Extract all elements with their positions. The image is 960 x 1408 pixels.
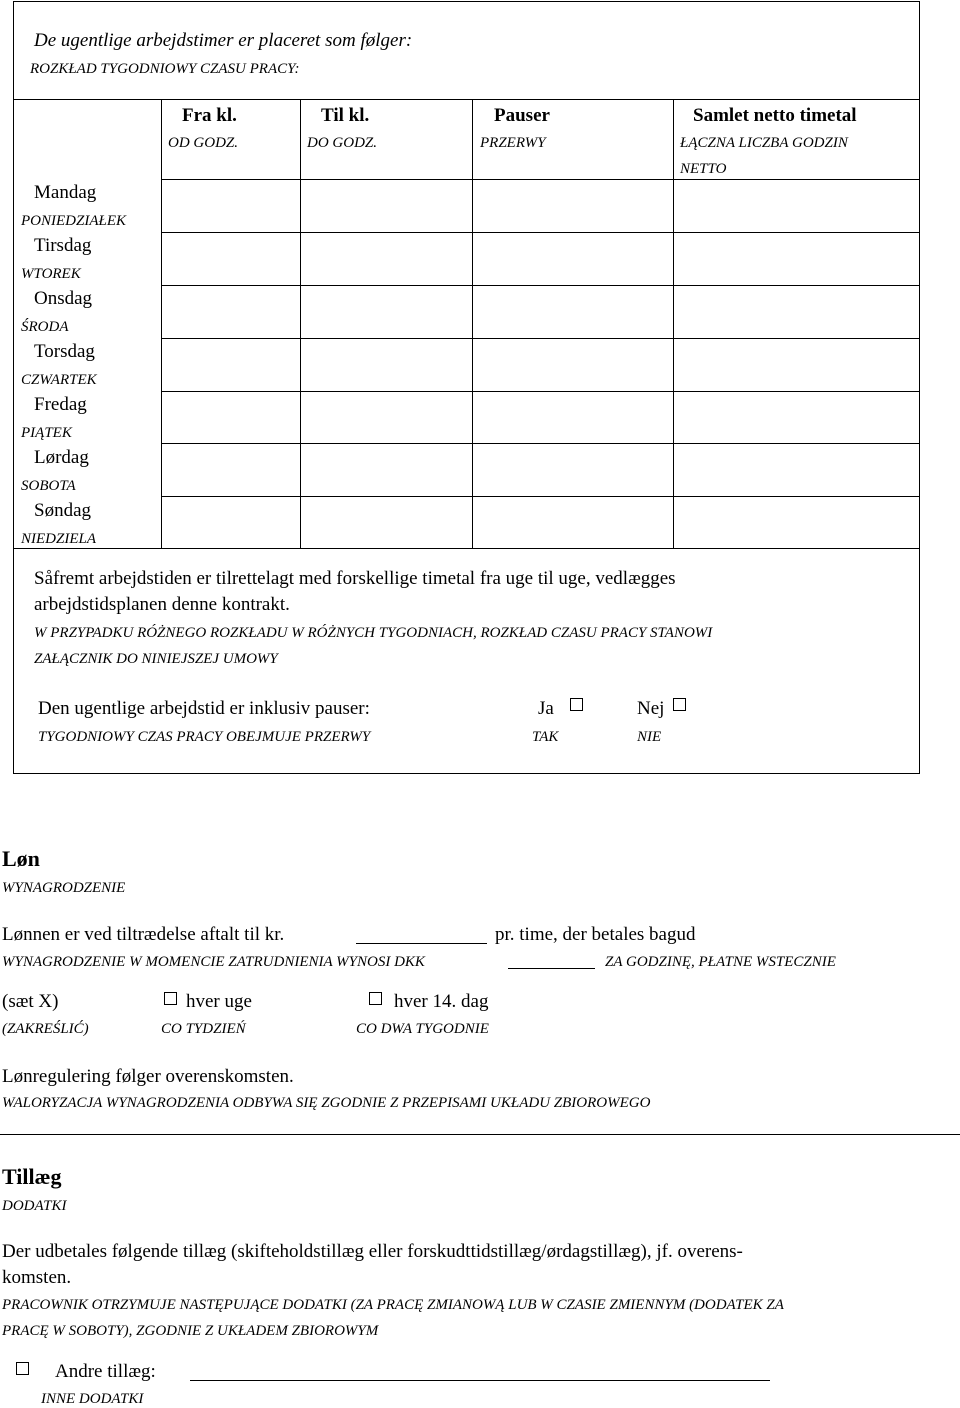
schedule-note-pl: ZAŁĄCZNIK DO NINIEJSZEJ UMOWY — [34, 651, 278, 667]
yes-label: Ja — [538, 698, 554, 719]
salary-rate-text-pl-2: ZA GODZINĘ, PŁATNE WSTECZNIE — [605, 954, 836, 970]
day-label: Onsdag — [34, 288, 93, 309]
other-supplements-label: Andre tillæg: — [55, 1361, 156, 1382]
column-header: Pauser — [494, 105, 550, 126]
weekly-label: hver uge — [186, 991, 252, 1012]
column-header-pl: ŁĄCZNA LICZBA GODZIN — [680, 135, 848, 151]
day-label: Torsdag — [34, 341, 95, 362]
schedule-title: De ugentlige arbejdstimer er placeret som følger: — [34, 30, 413, 51]
biweekly-checkbox[interactable] — [369, 992, 382, 1005]
yes-checkbox[interactable] — [570, 698, 583, 711]
table-row-divider — [161, 443, 920, 444]
day-label: Lørdag — [34, 447, 89, 468]
salary-regulation: Lønregulering følger overenskomsten. — [2, 1066, 294, 1087]
weekly-label-pl: CO TYDZIEŃ — [161, 1021, 246, 1037]
salary-heading: Løn — [2, 846, 40, 871]
table-bottom-border — [13, 548, 920, 549]
mark-instruction-pl: (ZAKREŚLIĆ) — [2, 1021, 89, 1037]
column-header-pl: NETTO — [680, 161, 727, 177]
table-top-border — [13, 99, 920, 100]
schedule-note-pl: W PRZYPADKU RÓŻNEGO ROZKŁADU W RÓŻNYCH TYGODNIACH, ROZKŁAD CZASU PRACY STANOWI — [34, 625, 713, 641]
weekly-checkbox[interactable] — [164, 992, 177, 1005]
day-label-pl: PONIEDZIAŁEK — [21, 213, 126, 229]
column-header: Samlet netto timetal — [693, 105, 857, 126]
schedule-note: Såfremt arbejdstiden er tilrettelagt med forskellige timetal fra uge til uge, vedlægges — [34, 568, 676, 589]
table-col-divider — [161, 99, 162, 549]
supplements-body: komsten. — [2, 1267, 72, 1288]
table-row-divider — [161, 285, 920, 286]
table-row-divider — [161, 338, 920, 339]
other-supplements-checkbox[interactable] — [16, 1362, 29, 1375]
salary-rate-text-2: pr. time, der betales bagud — [495, 924, 696, 945]
salary-heading-pl: WYNAGRODZENIE — [2, 880, 126, 896]
supplements-body-pl: PRACĘ W SOBOTY), ZGODNIE Z UKŁADEM ZBIOROWYM — [2, 1323, 379, 1339]
day-label-pl: CZWARTEK — [21, 372, 97, 388]
table-row-divider — [161, 391, 920, 392]
supplements-body-pl: PRACOWNIK OTRZYMUJE NASTĘPUJĄCE DODATKI (ZA PRACĘ ZMIANOWĄ LUB W CZASIE ZMIENNYM (DODATEK ZA — [2, 1297, 784, 1313]
salary-amount-field-pl[interactable] — [508, 968, 595, 969]
pauses-question: Den ugentlige arbejdstid er inklusiv pauser: — [38, 698, 370, 719]
column-header-pl: OD GODZ. — [168, 135, 239, 151]
no-checkbox[interactable] — [673, 698, 686, 711]
day-label-pl: ŚRODA — [21, 319, 69, 335]
table-row-divider — [161, 496, 920, 497]
table-col-divider — [673, 99, 674, 549]
supplements-body: Der udbetales følgende tillæg (skifteholdstillæg eller forskudttidstillæg/ørdagstillæg), jf. overens- — [2, 1241, 743, 1262]
yes-label-pl: TAK — [532, 729, 559, 745]
pauses-question-pl: TYGODNIOWY CZAS PRACY OBEJMUJE PRZERWY — [38, 729, 371, 745]
column-header: Til kl. — [321, 105, 370, 126]
salary-rate-text-pl: WYNAGRODZENIE W MOMENCIE ZATRUDNIENIA WYNOSI DKK — [2, 954, 425, 970]
section-divider — [0, 1134, 960, 1135]
day-label: Fredag — [34, 394, 87, 415]
mark-instruction: (sæt X) — [2, 991, 59, 1012]
supplements-heading: Tillæg — [2, 1164, 62, 1189]
salary-rate-text: Lønnen er ved tiltrædelse aftalt til kr. — [2, 924, 285, 945]
schedule-note: arbejdstidsplanen denne kontrakt. — [34, 594, 290, 615]
table-col-divider — [472, 99, 473, 549]
salary-regulation-pl: WALORYZACJA WYNAGRODZENIA ODBYWA SIĘ ZGODNIE Z PRZEPISAMI UKŁADU ZBIOROWEGO — [2, 1095, 651, 1111]
salary-amount-field[interactable] — [356, 943, 487, 944]
day-label: Søndag — [34, 500, 91, 521]
no-label: Nej — [637, 698, 665, 719]
column-header-pl: PRZERWY — [480, 135, 546, 151]
biweekly-label: hver 14. dag — [394, 991, 489, 1012]
table-row-divider — [161, 232, 920, 233]
no-label-pl: NIE — [637, 729, 662, 745]
day-label-pl: PIĄTEK — [21, 425, 72, 441]
other-supplements-field[interactable] — [190, 1380, 770, 1381]
day-label-pl: NIEDZIELA — [21, 531, 96, 547]
day-label: Mandag — [34, 182, 97, 203]
day-label: Tirsdag — [34, 235, 92, 256]
schedule-title-pl: ROZKŁAD TYGODNIOWY CZASU PRACY: — [30, 61, 300, 77]
column-header: Fra kl. — [182, 105, 237, 126]
day-label-pl: SOBOTA — [21, 478, 76, 494]
supplements-heading-pl: DODATKI — [2, 1198, 67, 1214]
table-row-divider — [161, 179, 920, 180]
column-header-pl: DO GODZ. — [307, 135, 378, 151]
table-col-divider — [300, 99, 301, 549]
biweekly-label-pl: CO DWA TYGODNIE — [356, 1021, 489, 1037]
other-supplements-label-pl: INNE DODATKI — [41, 1391, 144, 1407]
day-label-pl: WTOREK — [21, 266, 81, 282]
